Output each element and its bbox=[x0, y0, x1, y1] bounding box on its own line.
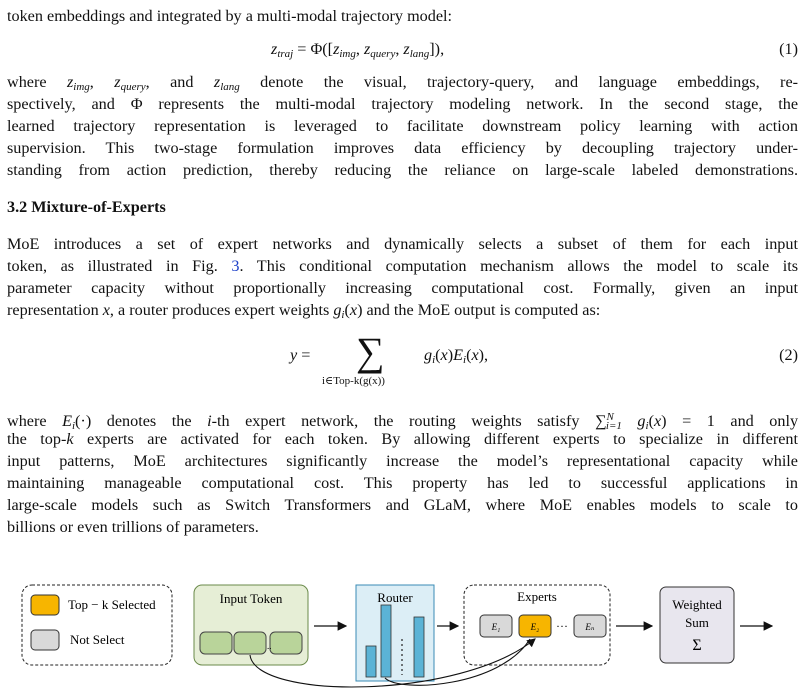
text-span: billions or even trillions of parameters. bbox=[7, 518, 259, 536]
legend-not-selected-label: Not Select bbox=[70, 632, 125, 647]
equation-1 bbox=[0, 40, 805, 62]
text-span: MoE introduces a set of expert networks and dynamically selects a subset of them for each input bbox=[7, 235, 798, 253]
text-span: learned trajectory representation is leveraged to facilitate downstream policy learning with action bbox=[7, 117, 798, 135]
text-line bbox=[7, 473, 798, 493]
eq1-func: = Φ([ bbox=[297, 40, 334, 58]
math-var: x bbox=[349, 301, 358, 319]
math-var: z bbox=[114, 73, 121, 91]
text-line bbox=[7, 116, 798, 136]
experts-ellipsis: ··· bbox=[556, 619, 568, 633]
math-sub: query bbox=[120, 81, 146, 93]
math-inline: $z_{img}$, bbox=[66, 73, 94, 93]
text-line bbox=[7, 160, 798, 180]
input-token-label: Input Token bbox=[219, 591, 283, 606]
text-line bbox=[7, 256, 798, 276]
text-span: and the MoE output is computed as: bbox=[366, 301, 601, 319]
expert-2-label: E₂ bbox=[530, 622, 540, 632]
eq1-lhs: z bbox=[271, 40, 278, 58]
weighted-sum-line2: Sum bbox=[685, 615, 709, 630]
eq1-lhs-sub: traj bbox=[277, 48, 294, 60]
expert-n-label: Eₙ bbox=[585, 622, 595, 632]
text-span: standing from action prediction, thereby reducing the reliance on large-scale labeled demonstrations. bbox=[7, 161, 798, 179]
math-inline: $E_i(\cdot)$ bbox=[62, 412, 92, 432]
legend-selected-swatch bbox=[31, 595, 59, 615]
text-span: -th expert network, the routing weights satisfy bbox=[211, 412, 580, 430]
eq1-arg-sub: lang bbox=[409, 48, 430, 60]
math-sub: i bbox=[341, 309, 345, 321]
experts-block bbox=[464, 585, 610, 665]
sum-symbol: ∑ bbox=[356, 329, 385, 374]
text-span: where bbox=[7, 73, 47, 91]
text-span: . This conditional computation mechanism allows the model to scale its bbox=[239, 257, 799, 275]
experts-label: Experts bbox=[517, 589, 557, 604]
math-var: k bbox=[66, 430, 74, 448]
input-token-block bbox=[194, 585, 308, 665]
math-inline: ∑$^N_{i=1}$ $g_i(x) = 1$ bbox=[595, 411, 715, 432]
math-var: x bbox=[102, 301, 110, 319]
math-var: g bbox=[333, 301, 342, 319]
legend-box bbox=[22, 585, 172, 665]
text-line bbox=[7, 278, 798, 298]
math-var: z bbox=[213, 73, 221, 91]
router-bar bbox=[381, 605, 391, 677]
expert-1-label: E₁ bbox=[491, 622, 501, 632]
math-sub: lang bbox=[220, 81, 240, 93]
router-bar bbox=[414, 617, 424, 677]
section-heading bbox=[7, 198, 166, 217]
eq2-body: $g_i(x)E_i(x)$, bbox=[424, 346, 489, 366]
eq1-arg-sub: query bbox=[370, 48, 396, 60]
eq1-close: ]), bbox=[429, 40, 445, 58]
equation-2 bbox=[0, 329, 805, 390]
token-ellipsis: .. bbox=[267, 641, 272, 651]
text-span: supervision. This two-stage formulation improves data efficiency by decoupling trajectory under- bbox=[7, 139, 798, 157]
text-span: maintaining manageable computational cost. This property has led to successful applications in bbox=[7, 474, 798, 492]
eq1-arg: z bbox=[403, 40, 410, 58]
equation-1-body: $z_{traj} = \Phi([z_{img}$, $z_{query}$, $z_{lang}$]), bbox=[271, 40, 445, 60]
text-span: denote the visual, trajectory-query, and language embeddings, re- bbox=[260, 73, 799, 91]
router-bar bbox=[366, 646, 376, 677]
text-span: experts are activated for each token. By allowing different experts to specialize in different bbox=[87, 430, 798, 448]
figure-ref-link[interactable]: 3 bbox=[231, 257, 240, 275]
text-span: denotes the bbox=[106, 412, 192, 430]
input-token bbox=[234, 632, 266, 654]
legend-not-selected-swatch bbox=[31, 630, 59, 650]
text-span: , a router produces expert weights bbox=[109, 301, 330, 319]
math-sub: img bbox=[73, 81, 90, 93]
input-token bbox=[270, 632, 302, 654]
weighted-sum-block bbox=[660, 587, 734, 663]
text-span: token, as illustrated in Fig. bbox=[7, 257, 218, 275]
sigma-symbol: Σ bbox=[692, 637, 702, 654]
text-span: parameter capacity without proportionally increasing computational cost. Formally, given an input bbox=[7, 279, 798, 297]
text-span: and only bbox=[730, 412, 799, 430]
eq1-arg: z bbox=[333, 40, 340, 58]
text-line: representation x, a router produces expert weights $g_i(x)$ and the MoE output is computed as: bbox=[7, 301, 601, 321]
equation-number: (2) bbox=[779, 346, 798, 364]
text-line bbox=[7, 94, 798, 114]
text-line bbox=[7, 138, 798, 158]
math-inline bbox=[114, 73, 145, 91]
text-span: representation bbox=[7, 301, 99, 319]
text-line bbox=[7, 495, 798, 515]
eq1-arg-sub: img bbox=[339, 48, 356, 60]
text-span: input patterns, MoE architectures significantly increase the model’s representational capacity while bbox=[7, 452, 798, 470]
equation-number: (1) bbox=[779, 40, 798, 58]
section-title: Mixture-of-Experts bbox=[31, 198, 166, 216]
math-var: z bbox=[66, 73, 74, 91]
router-label: Router bbox=[377, 590, 413, 605]
text-span: large-scale models such as Switch Transformers and GLaM, where MoE enables models to scale to bbox=[7, 496, 798, 514]
text-line bbox=[7, 451, 798, 471]
math-inline bbox=[214, 73, 240, 91]
math-inline: i bbox=[207, 412, 212, 430]
weighted-sum-line1: Weighted bbox=[672, 597, 722, 612]
text-span: , and bbox=[145, 73, 194, 91]
router-block bbox=[356, 585, 434, 681]
sum-limit: i∈Top-k(g(x)) bbox=[322, 375, 385, 387]
text-span: spectively, and Φ represents the multi-modal trajectory modeling network. In the second stage, the bbox=[7, 95, 798, 113]
text-line bbox=[7, 6, 798, 26]
eq1-arg: z bbox=[363, 40, 371, 58]
text-line bbox=[7, 429, 798, 449]
input-token bbox=[200, 632, 232, 654]
section-number: 3.2 bbox=[7, 198, 28, 216]
text-span: the top- bbox=[7, 430, 67, 448]
text-span: where bbox=[7, 412, 47, 430]
legend-selected-label: Top − k Selected bbox=[68, 597, 156, 612]
moe-figure bbox=[0, 575, 805, 695]
text-line bbox=[7, 517, 798, 537]
eq2-lhs: y = bbox=[290, 346, 311, 364]
text-span: token embeddings and integrated by a multi-modal trajectory model: bbox=[7, 7, 453, 25]
text-line bbox=[7, 234, 798, 254]
